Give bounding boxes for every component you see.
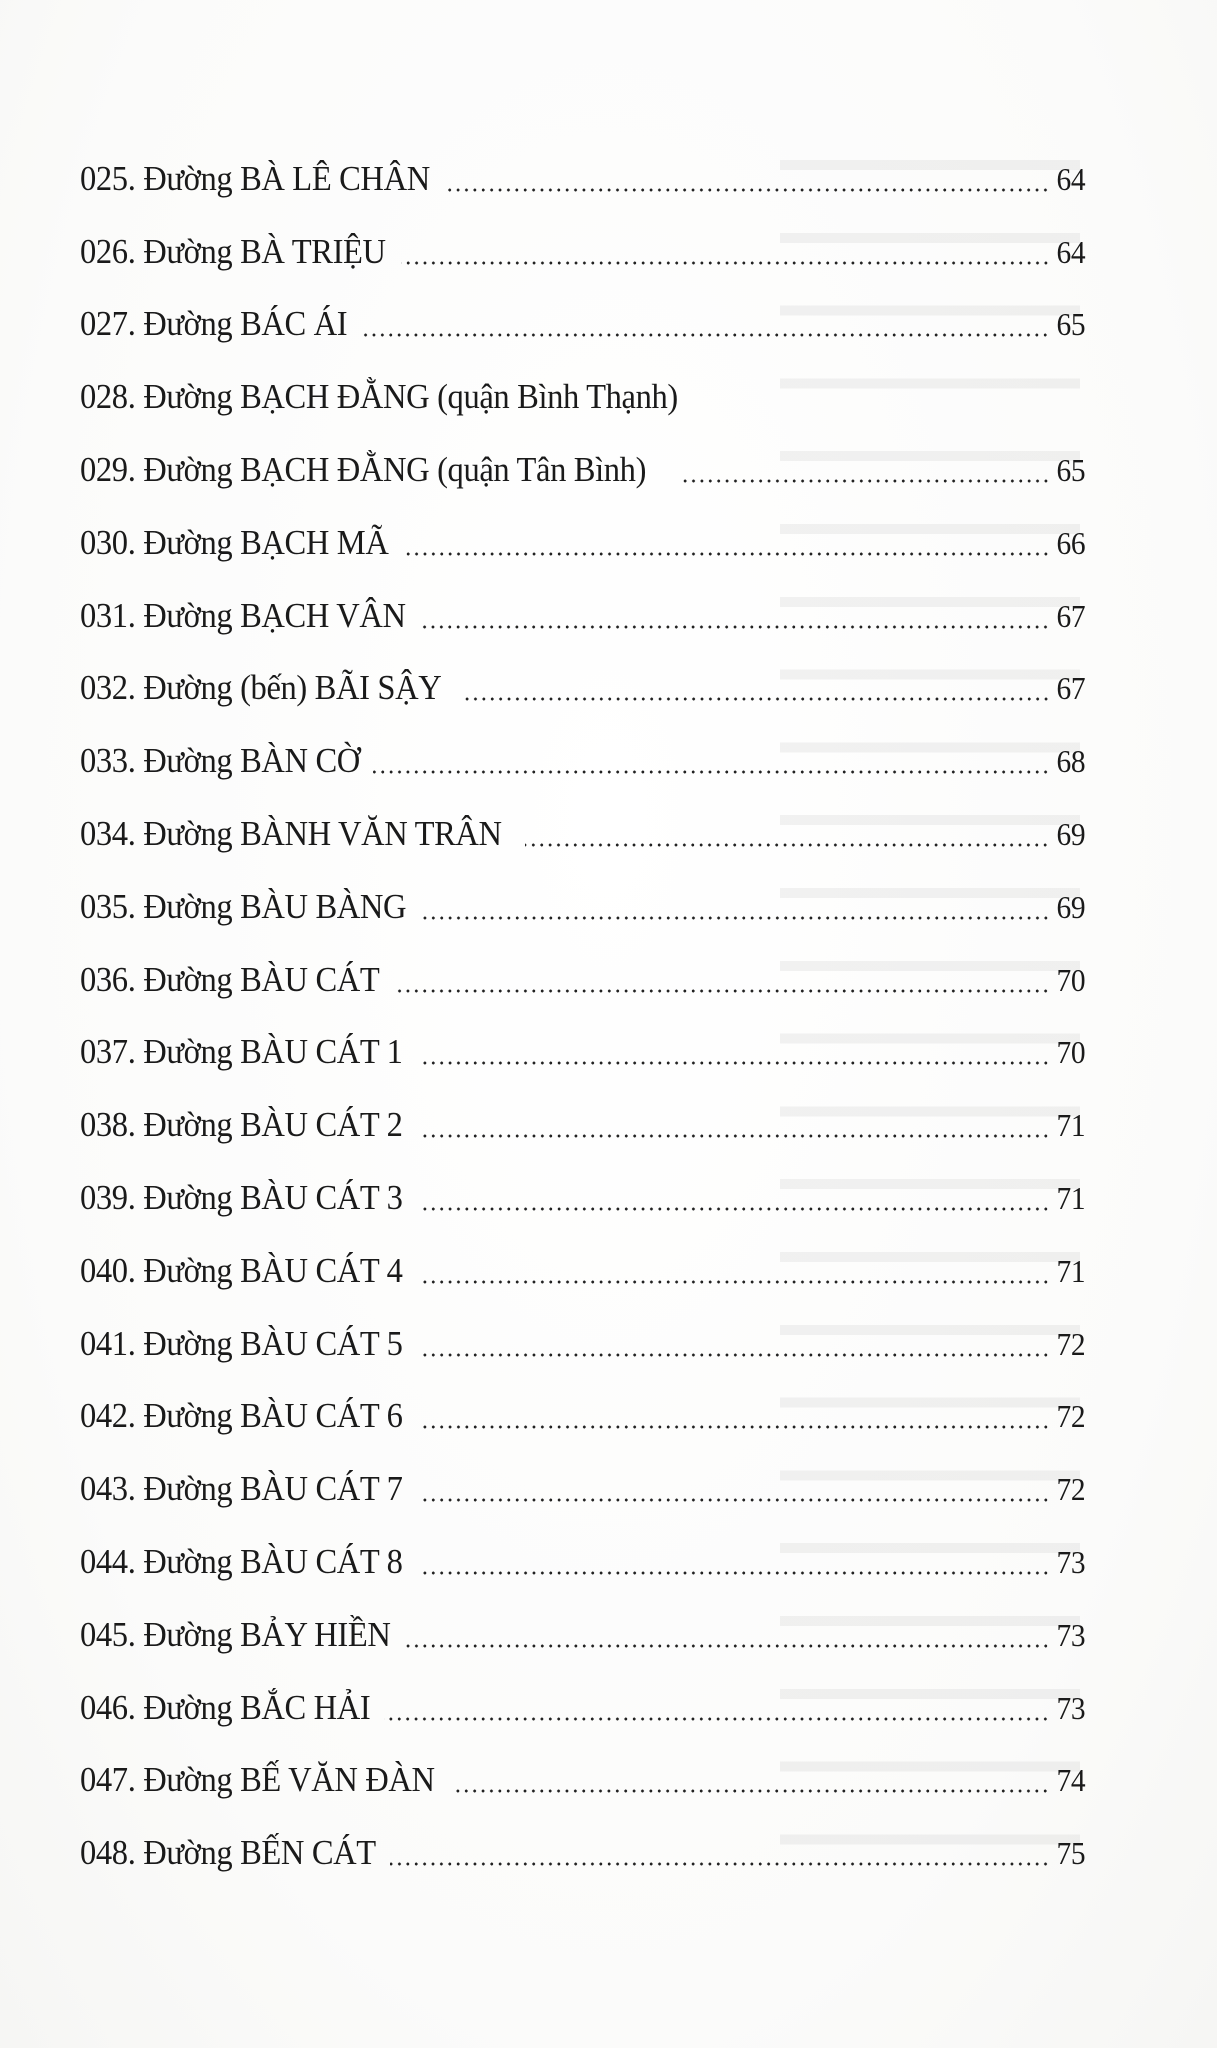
entry-page-number: 67: [1056, 670, 1085, 707]
entry-label: [80, 157, 430, 201]
entry-number: 044.: [80, 1541, 136, 1581]
entry-number: 032.: [80, 668, 136, 708]
entry-number: 034.: [80, 813, 136, 853]
toc-entry: [80, 419, 1085, 492]
entry-title: Đường BÀU CÁT 8: [143, 1541, 403, 1581]
dot-leader: [419, 1353, 1050, 1357]
table-of-contents: [80, 128, 1085, 1875]
entry-label: [80, 1322, 403, 1366]
entry-page-number: 67: [1056, 597, 1085, 634]
entry-title: Đường BÀU CÁT 6: [143, 1396, 403, 1436]
entry-number: 043.: [80, 1469, 136, 1509]
entry-number: 028.: [80, 377, 136, 417]
entry-label: [80, 1540, 403, 1584]
entry-number: 035.: [80, 886, 136, 926]
toc-entry: [80, 1438, 1085, 1511]
dot-leader: [419, 1207, 1050, 1211]
entry-label: [80, 1613, 390, 1657]
entry-label: [80, 958, 379, 1002]
entry-label: [80, 739, 360, 783]
entry-number: 025.: [80, 158, 136, 198]
entry-page-number: 69: [1056, 815, 1085, 852]
entry-label: [80, 812, 502, 856]
entry-number: 047.: [80, 1760, 136, 1800]
entry-number: 037.: [80, 1032, 136, 1072]
toc-entry: [80, 128, 1085, 201]
dot-leader: [419, 1134, 1050, 1138]
entry-number: 048.: [80, 1833, 136, 1873]
dot-leader: [394, 989, 1050, 993]
entry-title: Đường BÀ TRIỆU: [143, 231, 386, 271]
entry-label: [80, 594, 406, 638]
toc-entry: [80, 1657, 1085, 1730]
dot-leader: [422, 625, 1050, 629]
entry-number: 040.: [80, 1250, 136, 1290]
entry-page-number: 72: [1056, 1471, 1085, 1508]
entry-number: 031.: [80, 595, 136, 635]
entry-label: [80, 885, 406, 929]
toc-entry: [80, 1293, 1085, 1366]
entry-title: Đường BẠCH ĐẰNG (quận Bình Thạnh): [143, 377, 678, 417]
dot-leader: [419, 1498, 1050, 1502]
dot-leader: [404, 552, 1050, 556]
toc-entry: [80, 492, 1085, 565]
toc-entry: [80, 783, 1085, 856]
toc-entry: [80, 1002, 1085, 1075]
toc-entry: [80, 1730, 1085, 1803]
entry-number: 027.: [80, 304, 136, 344]
entry-page-number: 64: [1056, 233, 1085, 270]
entry-number: 038.: [80, 1105, 136, 1145]
entry-title: Đường BÀN CỜ: [143, 741, 360, 781]
entry-page-number: 71: [1056, 1252, 1085, 1289]
entry-title: Đường BẾN CÁT: [143, 1833, 376, 1873]
dot-leader: [525, 843, 1049, 847]
dot-leader: [419, 1425, 1050, 1429]
entry-title: Đường BÀU CÁT 7: [143, 1469, 403, 1509]
entry-number: 033.: [80, 741, 136, 781]
entry-page-number: 70: [1056, 1034, 1085, 1071]
entry-page-number: 74: [1056, 1762, 1085, 1799]
entry-title: Đường BẮC HẢI: [143, 1687, 371, 1727]
entry-page-number: 75: [1056, 1835, 1085, 1872]
toc-entry: [80, 1366, 1085, 1439]
dot-leader: [453, 1789, 1049, 1793]
entry-page-number: 73: [1056, 1543, 1085, 1580]
entry-label: [80, 302, 347, 346]
entry-label: [80, 1176, 403, 1220]
entry-number: 029.: [80, 449, 136, 489]
dot-leader: [419, 1061, 1050, 1065]
entry-number: 026.: [80, 231, 136, 271]
entry-title: Đường BÀU CÁT 1: [143, 1032, 403, 1072]
dot-leader: [401, 261, 1050, 265]
entry-title: Đường BÀU CÁT: [143, 959, 380, 999]
entry-page-number: 72: [1056, 1398, 1085, 1435]
entry-number: 036.: [80, 959, 136, 999]
toc-entry: [80, 1147, 1085, 1220]
entry-label: [80, 1758, 435, 1802]
entry-page-number: 73: [1056, 1689, 1085, 1726]
entry-title: Đường BẠCH VÂN: [143, 595, 406, 635]
entry-title: Đường BÀU CÁT 4: [143, 1250, 403, 1290]
entry-title: Đường BÀU CÁT 5: [143, 1323, 403, 1363]
entry-label: [80, 375, 678, 419]
toc-entry: [80, 565, 1085, 638]
entry-page-number: 70: [1056, 961, 1085, 998]
toc-entry: [80, 274, 1085, 347]
entry-label: [80, 1686, 370, 1730]
dot-leader: [373, 770, 1050, 774]
entry-label: [80, 1831, 376, 1875]
toc-entry: [80, 1584, 1085, 1657]
dot-leader: [423, 916, 1050, 920]
entry-title: Đường BÁC ÁI: [143, 304, 348, 344]
entry-label: [80, 1394, 403, 1438]
dot-leader: [419, 1280, 1050, 1284]
entry-page-number: 64: [1056, 160, 1085, 197]
entry-page-number: 71: [1056, 1179, 1085, 1216]
entry-title: Đường BÀU CÁT 2: [143, 1105, 403, 1145]
dot-leader: [448, 188, 1050, 192]
toc-entry: [80, 1074, 1085, 1147]
toc-entry: [80, 710, 1085, 783]
entry-page-number: 65: [1056, 451, 1085, 488]
dot-leader: [461, 697, 1050, 701]
entry-number: 045.: [80, 1614, 136, 1654]
dot-leader: [681, 479, 1050, 483]
entry-title: Đường BẠCH MÃ: [143, 522, 389, 562]
entry-page-number: 68: [1056, 743, 1085, 780]
entry-title: Đường BÀ LÊ CHÂN: [143, 158, 430, 198]
toc-entry: [80, 346, 1085, 419]
toc-entry: [80, 856, 1085, 929]
entry-title: Đường BẾ VĂN ĐÀN: [143, 1760, 435, 1800]
entry-number: 046.: [80, 1687, 136, 1727]
dot-leader: [359, 333, 1049, 337]
entry-title: Đường BẢY HIỀN: [143, 1614, 391, 1654]
entry-label: [80, 521, 388, 565]
entry-label: [80, 1103, 403, 1147]
entry-title: Đường (bến) BÃI SẬY: [143, 668, 442, 708]
dot-leader: [390, 1862, 1050, 1866]
toc-entry: [80, 201, 1085, 274]
entry-page-number: 66: [1056, 524, 1085, 561]
toc-entry: [80, 1220, 1085, 1293]
entry-number: 030.: [80, 522, 136, 562]
entry-page-number: 65: [1056, 306, 1085, 343]
entry-page-number: 71: [1056, 1107, 1085, 1144]
entry-label: [80, 448, 646, 492]
entry-number: 041.: [80, 1323, 136, 1363]
entry-title: Đường BÀU BÀNG: [143, 886, 407, 926]
entry-label: [80, 1467, 403, 1511]
entry-title: Đường BẠCH ĐẰNG (quận Tân Bình): [143, 449, 647, 489]
toc-entry: [80, 929, 1085, 1002]
toc-entry: [80, 1802, 1085, 1875]
entry-title: Đường BÀNH VĂN TRÂN: [143, 813, 502, 853]
entry-title: Đường BÀU CÁT 3: [143, 1177, 403, 1217]
entry-label: [80, 230, 386, 274]
entry-number: 039.: [80, 1177, 136, 1217]
entry-number: 042.: [80, 1396, 136, 1436]
entry-page-number: 72: [1056, 1325, 1085, 1362]
entry-label: [80, 1030, 403, 1074]
dot-leader: [406, 1644, 1050, 1648]
toc-entry: [80, 638, 1085, 711]
dot-leader: [419, 1571, 1050, 1575]
dot-leader: [384, 1717, 1050, 1721]
entry-label: [80, 1249, 403, 1293]
entry-page-number: 73: [1056, 1616, 1085, 1653]
entry-page-number: 69: [1056, 888, 1085, 925]
entry-label: [80, 666, 441, 710]
toc-entry: [80, 1511, 1085, 1584]
